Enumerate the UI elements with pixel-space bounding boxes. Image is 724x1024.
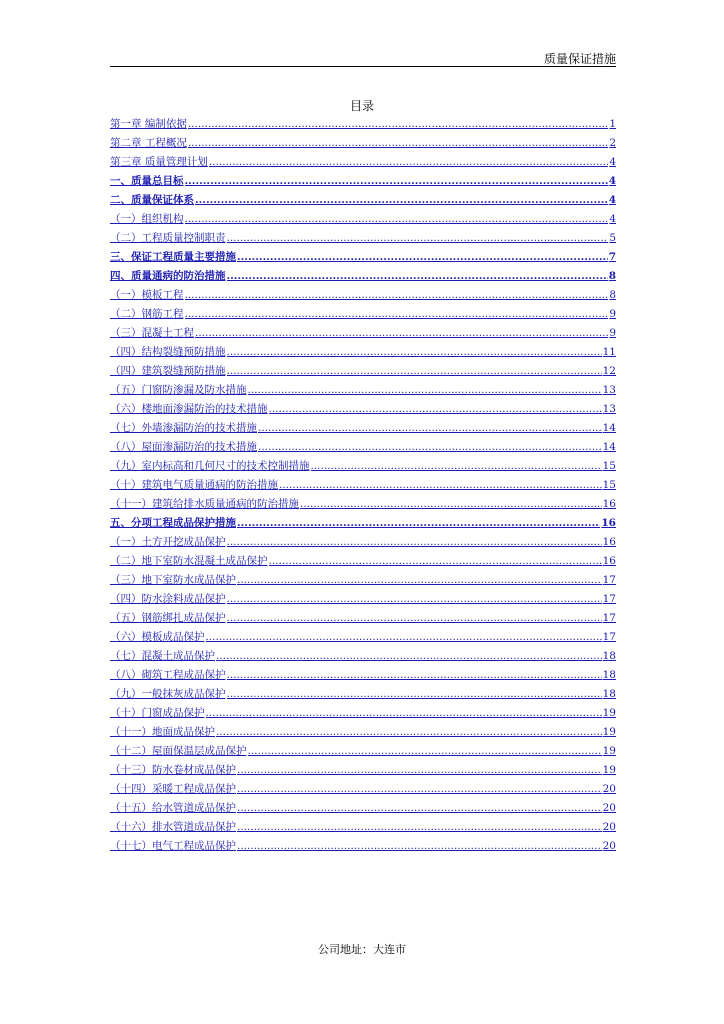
toc-entry[interactable]	[110, 723, 616, 742]
toc-entry[interactable]	[110, 647, 616, 666]
toc-title: 目录	[349, 99, 374, 113]
toc-leader-dots	[269, 552, 602, 571]
toc-entry[interactable]	[110, 514, 616, 533]
toc-entry-page: 2	[609, 137, 616, 149]
toc-entry[interactable]	[110, 495, 616, 514]
toc-leader-dots	[279, 476, 602, 495]
toc-entry-label: （一）组织机构	[110, 213, 184, 225]
toc-leader-dots	[227, 666, 602, 685]
toc-leader-dots	[227, 685, 602, 704]
toc-leader-dots	[300, 495, 602, 514]
toc-leader-dots	[206, 628, 602, 647]
toc-entry-page: 17	[602, 593, 616, 605]
toc-entry[interactable]	[110, 590, 616, 609]
toc-entry-label: （四）防水涂料成品保护	[110, 593, 226, 605]
toc-entry-page: 14	[602, 422, 616, 434]
toc-entry[interactable]	[110, 609, 616, 628]
toc-entry[interactable]	[110, 153, 616, 172]
toc-leader-dots	[237, 761, 602, 780]
toc-entry-label: （七）外墙渗漏防治的技术措施	[110, 422, 257, 434]
toc-entry-label: （十三）防水卷材成品保护	[110, 764, 236, 776]
toc-leader-dots	[237, 780, 602, 799]
toc-entry[interactable]	[110, 476, 616, 495]
toc-leader-dots	[237, 818, 602, 837]
toc-entry[interactable]	[110, 438, 616, 457]
toc-leader-dots	[237, 571, 602, 590]
toc-entry[interactable]	[110, 780, 616, 799]
toc-entry-label: （十）建筑电气质量通病的防治措施	[110, 479, 278, 491]
toc-entry-page: 16	[602, 536, 616, 548]
toc-leader-dots	[185, 305, 609, 324]
toc-entry-page: 18	[602, 688, 616, 700]
toc-entry[interactable]	[110, 400, 616, 419]
toc-entry-page: 17	[602, 631, 616, 643]
toc-entry-page: 17	[602, 612, 616, 624]
toc-leader-dots	[248, 742, 602, 761]
toc-entry-page: 20	[602, 802, 616, 814]
toc-entry-page: 4	[608, 194, 616, 206]
toc-entry[interactable]	[110, 552, 616, 571]
toc-entry-label: 五、分项工程成品保护措施	[110, 517, 236, 529]
toc-entry-label: （二）工程质量控制职责	[110, 232, 226, 244]
toc-entry-label: （十一）地面成品保护	[110, 726, 215, 738]
toc-entry[interactable]	[110, 381, 616, 400]
toc-entry[interactable]	[110, 191, 616, 210]
toc-leader-dots	[188, 134, 608, 153]
toc-leader-dots	[237, 799, 602, 818]
toc-entry-label: （四）建筑裂缝预防措施	[110, 365, 226, 377]
toc-entry[interactable]	[110, 742, 616, 761]
toc-entry[interactable]	[110, 305, 616, 324]
toc-leader-dots	[227, 343, 602, 362]
toc-entry-page: 9	[609, 308, 616, 320]
toc-entry-page: 13	[602, 384, 616, 396]
toc-entry[interactable]	[110, 685, 616, 704]
toc-entry[interactable]	[110, 362, 616, 381]
toc-entry-page: 17	[602, 574, 616, 586]
table-of-contents	[110, 115, 616, 856]
toc-leader-dots	[185, 210, 609, 229]
toc-entry-label: 三、保证工程质量主要措施	[110, 251, 236, 263]
toc-entry-page: 1	[609, 118, 616, 130]
toc-entry-label: 第二章 工程概况	[110, 137, 187, 149]
toc-entry-label: （一）土方开挖成品保护	[110, 536, 226, 548]
toc-entry-page: 7	[608, 251, 616, 263]
toc-entry[interactable]	[110, 343, 616, 362]
toc-entry-label: 一、质量总目标	[110, 175, 184, 187]
toc-entry-page: 12	[602, 365, 616, 377]
toc-entry-label: （九）室内标高和几何尺寸的技术控制措施	[110, 460, 310, 472]
toc-entry-label: （六）模板成品保护	[110, 631, 205, 643]
toc-entry[interactable]	[110, 134, 616, 153]
toc-entry-label: （二）钢筋工程	[110, 308, 184, 320]
toc-leader-dots	[237, 248, 608, 267]
toc-entry-label: （二）地下室防水混凝土成品保护	[110, 555, 268, 567]
toc-leader-dots	[195, 324, 608, 343]
toc-entry-label: （十）门窗成品保护	[110, 707, 205, 719]
toc-entry-label: （十六）排水管道成品保护	[110, 821, 236, 833]
toc-entry-page: 18	[602, 669, 616, 681]
toc-entry-page: 13	[602, 403, 616, 415]
toc-entry-page: 8	[609, 289, 616, 301]
toc-entry-page: 16	[602, 555, 616, 567]
toc-leader-dots	[195, 191, 608, 210]
toc-entry-page: 4	[609, 213, 616, 225]
toc-leader-dots	[188, 115, 608, 134]
toc-entry-page: 16	[601, 517, 616, 529]
toc-leader-dots	[216, 723, 602, 742]
toc-entry-page: 19	[602, 764, 616, 776]
toc-entry-label: （八）砌筑工程成品保护	[110, 669, 226, 681]
toc-entry-label: （一）模板工程	[110, 289, 184, 301]
toc-leader-dots	[237, 837, 602, 856]
toc-entry[interactable]	[110, 286, 616, 305]
toc-entry-label: （十七）电气工程成品保护	[110, 840, 236, 852]
toc-leader-dots	[258, 419, 602, 438]
toc-entry-label: （三）地下室防水成品保护	[110, 574, 236, 586]
toc-leader-dots	[206, 704, 602, 723]
toc-entry-page: 15	[602, 479, 616, 491]
toc-entry-label: （十四）采暖工程成品保护	[110, 783, 236, 795]
toc-leader-dots	[227, 267, 608, 286]
toc-leader-dots	[216, 647, 602, 666]
toc-entry-page: 5	[609, 232, 616, 244]
toc-entry[interactable]	[110, 248, 616, 267]
toc-entry[interactable]	[110, 457, 616, 476]
toc-entry-label: （九）一般抹灰成品保护	[110, 688, 226, 700]
toc-leader-dots	[227, 533, 602, 552]
toc-entry-label: （十五）给水管道成品保护	[110, 802, 236, 814]
toc-entry-page: 19	[602, 707, 616, 719]
toc-entry-label: （三）混凝土工程	[110, 327, 194, 339]
toc-entry[interactable]	[110, 229, 616, 248]
footer-address: 公司地址：大连市	[318, 943, 406, 956]
toc-entry-label: （五）钢筋绑扎成品保护	[110, 612, 226, 624]
toc-entry[interactable]	[110, 210, 616, 229]
toc-entry-label: （四）结构裂缝预防措施	[110, 346, 226, 358]
toc-entry[interactable]	[110, 628, 616, 647]
toc-entry[interactable]	[110, 799, 616, 818]
toc-entry[interactable]	[110, 267, 616, 286]
toc-leader-dots	[248, 381, 602, 400]
toc-entry-page: 19	[602, 726, 616, 738]
toc-entry-label: 二、质量保证体系	[110, 194, 194, 206]
toc-entry-label: （六）楼地面渗漏防治的技术措施	[110, 403, 268, 415]
toc-leader-dots	[237, 514, 600, 533]
toc-entry-page: 15	[602, 460, 616, 472]
toc-entry[interactable]	[110, 533, 616, 552]
toc-entry[interactable]	[110, 115, 616, 134]
toc-entry[interactable]	[110, 704, 616, 723]
toc-entry-label: 第一章 编制依据	[110, 118, 187, 130]
toc-entry-page: 19	[602, 745, 616, 757]
toc-leader-dots	[227, 590, 602, 609]
toc-leader-dots	[269, 400, 602, 419]
toc-entry[interactable]	[110, 761, 616, 780]
toc-entry-label: （十二）屋面保温层成品保护	[110, 745, 247, 757]
toc-entry-label: 第三章 质量管理计划	[110, 156, 208, 168]
toc-entry-page: 14	[602, 441, 616, 453]
toc-entry-page: 4	[608, 175, 616, 187]
toc-leader-dots	[185, 172, 608, 191]
toc-entry[interactable]	[110, 666, 616, 685]
toc-leader-dots	[227, 609, 602, 628]
toc-entry-page: 8	[608, 270, 616, 282]
toc-leader-dots	[258, 438, 602, 457]
toc-entry[interactable]	[110, 172, 616, 191]
toc-entry-page: 4	[609, 156, 616, 168]
toc-leader-dots	[209, 153, 608, 172]
toc-entry-label: （七）混凝土成品保护	[110, 650, 215, 662]
toc-entry-page: 9	[609, 327, 616, 339]
toc-leader-dots	[185, 286, 609, 305]
toc-entry-label: （八）屋面渗漏防治的技术措施	[110, 441, 257, 453]
toc-leader-dots	[311, 457, 602, 476]
toc-entry[interactable]	[110, 571, 616, 590]
toc-entry[interactable]	[110, 837, 616, 856]
toc-leader-dots	[227, 362, 602, 381]
toc-leader-dots	[227, 229, 609, 248]
toc-entry-page: 16	[602, 498, 616, 510]
toc-entry-label: 四、质量通病的防治措施	[110, 270, 226, 282]
toc-entry-page: 18	[602, 650, 616, 662]
toc-entry[interactable]	[110, 419, 616, 438]
toc-entry-page: 20	[602, 783, 616, 795]
toc-entry[interactable]	[110, 818, 616, 837]
toc-entry-label: （十一）建筑给排水质量通病的防治措施	[110, 498, 299, 510]
header-title: 质量保证措施	[543, 52, 616, 66]
toc-entry-label: （五）门窗防渗漏及防水措施	[110, 384, 247, 396]
toc-entry-page: 20	[602, 840, 616, 852]
page-header	[110, 46, 616, 67]
toc-entry-page: 11	[602, 346, 616, 358]
toc-entry[interactable]	[110, 324, 616, 343]
toc-entry-page: 20	[602, 821, 616, 833]
